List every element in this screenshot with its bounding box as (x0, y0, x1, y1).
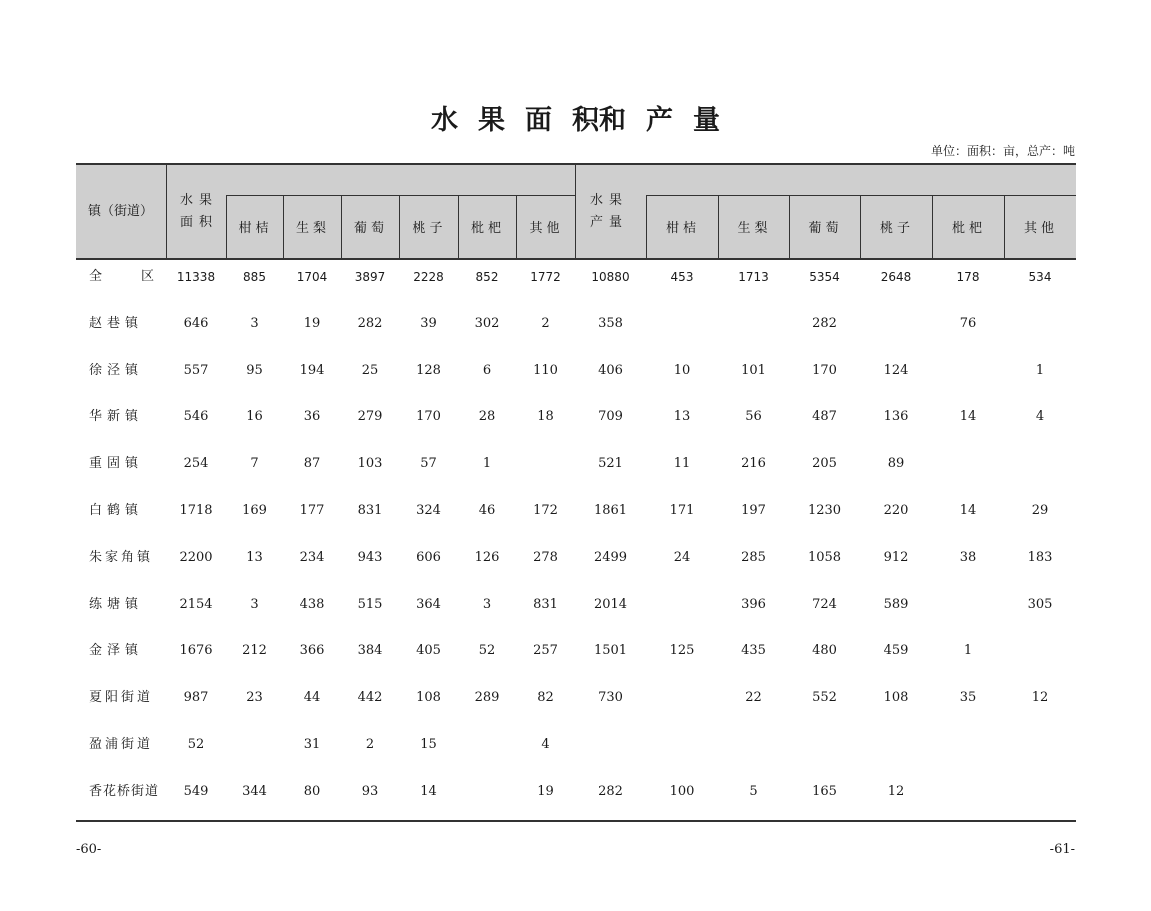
table-cell: 10880 (591, 270, 630, 284)
table-cell: 285 (741, 549, 766, 565)
table-cell: 2014 (593, 596, 628, 612)
table-row (76, 780, 1076, 804)
header-area-6: 其他 (516, 195, 576, 258)
table-cell (1004, 639, 1076, 663)
table-cell: 95 (246, 362, 263, 378)
table-cell: 552 (812, 690, 837, 706)
header-output-6: 其他 (1004, 195, 1077, 258)
table-cell: 3897 (354, 270, 386, 284)
table-cell: 852 (475, 270, 499, 284)
header-output-3: 葡萄 (789, 195, 861, 258)
table-cell: 23 (246, 690, 263, 706)
table-cell: 282 (598, 783, 623, 799)
table-cell: 730 (598, 690, 623, 706)
table-cell: 220 (883, 503, 909, 518)
table-cell: 987 (183, 690, 209, 706)
header-output-total (590, 165, 646, 258)
table-cell: 5 (749, 783, 758, 799)
table-cell: 101 (741, 362, 766, 378)
table-cell: 56 (745, 409, 762, 425)
table-cell (932, 593, 1004, 617)
table-cell: 534 (1028, 270, 1052, 284)
table-cell: 136 (883, 409, 909, 425)
table-cell: 1772 (530, 270, 561, 284)
header-area-4: 桃子 (399, 195, 459, 258)
header-area-total-line: 水果 (180, 192, 219, 208)
header-output-5: 枇杷 (932, 195, 1005, 258)
table-row (76, 405, 1076, 429)
table-cell: 709 (598, 409, 623, 425)
row-name: 白鹤镇 (89, 503, 144, 518)
table-cell: 2648 (880, 270, 912, 284)
table-cell: 38 (959, 549, 977, 565)
table-cell (1004, 312, 1076, 336)
table-cell: 2200 (179, 549, 213, 565)
table-cell: 1704 (296, 270, 328, 284)
table-row (76, 733, 1076, 757)
page-number-left: -60- (76, 842, 102, 857)
table-cell: 549 (183, 783, 209, 799)
table-cell: 1230 (807, 503, 842, 518)
header-divider (575, 165, 576, 258)
table-cell: 178 (956, 270, 980, 284)
unit-note: 单位：面积：亩，总产：吨 (930, 144, 1075, 158)
header-output-total-line: 产量 (590, 214, 629, 230)
table-cell: 36 (303, 409, 321, 425)
table-row (76, 593, 1076, 617)
title-char: 水 (431, 105, 458, 136)
table-cell: 384 (357, 643, 383, 659)
table-cell: 521 (598, 456, 623, 472)
header-divider (166, 165, 167, 258)
table-cell: 289 (474, 690, 500, 706)
table-cell: 480 (812, 643, 837, 659)
table-cell (226, 733, 283, 757)
table-cell: 438 (299, 596, 325, 612)
table-cell: 3 (250, 596, 259, 612)
table-cell (646, 733, 718, 757)
table-cell (860, 733, 932, 757)
table-cell: 44 (303, 690, 321, 706)
header-area-1: 柑桔 (226, 195, 284, 258)
header-output-1: 柑桔 (646, 195, 719, 258)
table-cell: 13 (673, 409, 691, 425)
table-cell: 1718 (179, 503, 213, 518)
header-area-5: 枇杷 (458, 195, 517, 258)
table-cell: 124 (883, 362, 909, 378)
table-cell: 2 (541, 315, 550, 331)
table-cell: 57 (420, 456, 437, 472)
table-cell: 93 (361, 783, 379, 799)
table-cell (646, 686, 718, 710)
table-cell: 12 (1031, 690, 1049, 706)
table-cell: 29 (1031, 503, 1049, 518)
table-cell: 28 (478, 409, 496, 425)
table-cell: 172 (533, 503, 558, 518)
table-cell: 76 (959, 315, 977, 331)
table-cell: 396 (741, 596, 766, 612)
row-name: 朱家角镇 (89, 549, 154, 565)
table-cell: 108 (883, 690, 909, 706)
table-cell: 1861 (593, 503, 628, 518)
table-cell: 52 (478, 643, 496, 659)
table-cell: 646 (183, 315, 209, 331)
table-row (76, 452, 1076, 476)
table-cell: 305 (1027, 596, 1053, 612)
table-cell: 52 (187, 737, 205, 752)
table-cell: 10 (673, 362, 691, 378)
table-cell: 364 (416, 596, 441, 612)
table-cell (932, 359, 1004, 383)
table-cell: 11338 (176, 270, 216, 284)
table-row (76, 639, 1076, 663)
table-cell (646, 593, 718, 617)
table-cell: 80 (303, 783, 321, 799)
header-area-2: 生梨 (283, 195, 342, 258)
table-cell: 14 (959, 503, 977, 518)
table-cell: 169 (242, 503, 267, 518)
table-cell: 31 (303, 737, 321, 752)
table-cell: 4 (1035, 409, 1045, 425)
table-cell (458, 733, 516, 757)
table-cell: 89 (887, 456, 905, 472)
table-cell: 216 (741, 456, 766, 472)
table-cell: 194 (299, 362, 325, 378)
table-cell: 405 (416, 643, 441, 659)
table-cell: 282 (357, 315, 383, 331)
table-cell: 19 (537, 783, 554, 799)
table-cell: 14 (959, 409, 977, 425)
page-title (0, 98, 1151, 137)
table-cell: 170 (812, 362, 837, 378)
table-cell: 2 (365, 737, 375, 752)
table-cell (1004, 452, 1076, 476)
table-cell: 22 (745, 690, 762, 706)
header-area-3: 葡萄 (341, 195, 400, 258)
table-cell: 1 (1035, 362, 1045, 378)
table-row (76, 546, 1076, 570)
row-name: 全 区 (89, 269, 155, 284)
table-cell: 212 (242, 643, 267, 659)
table-cell (516, 452, 575, 476)
table-cell: 100 (669, 783, 695, 799)
table-cell: 25 (361, 362, 379, 378)
table-cell: 16 (246, 409, 263, 425)
table-cell: 3 (482, 596, 492, 612)
table-cell: 6 (482, 362, 492, 378)
title-char: 量 (693, 105, 720, 136)
table-cell (718, 733, 789, 757)
header-area-total-line: 面积 (180, 214, 219, 230)
table-cell: 278 (533, 549, 558, 565)
row-name: 金泽镇 (89, 643, 144, 659)
table-cell: 885 (243, 270, 266, 284)
table-cell: 344 (242, 783, 267, 799)
table-cell: 13 (246, 549, 263, 565)
header-output-total-line: 水果 (590, 192, 629, 208)
table-cell: 103 (357, 456, 383, 472)
table-cell (932, 452, 1004, 476)
row-name: 夏阳街道 (89, 690, 154, 706)
table-cell: 324 (416, 503, 441, 518)
table-cell: 1 (482, 456, 492, 472)
table-cell (789, 733, 860, 757)
table-cell (575, 733, 646, 757)
table-cell: 487 (812, 409, 837, 425)
table-cell: 1501 (593, 643, 628, 659)
table-cell: 15 (420, 737, 437, 752)
table-cell: 459 (883, 643, 909, 659)
table-cell: 912 (883, 549, 909, 565)
row-name: 赵巷镇 (89, 315, 144, 331)
table-cell (860, 312, 932, 336)
page-number-right: -61- (1049, 842, 1075, 857)
table-cell (932, 780, 1004, 804)
table-cell: 366 (299, 643, 325, 659)
table-cell: 4 (541, 737, 550, 752)
table-cell: 282 (812, 315, 837, 331)
table-row (76, 686, 1076, 710)
table-cell: 1 (963, 643, 973, 659)
table-cell: 1676 (179, 643, 213, 659)
table-cell: 453 (670, 270, 694, 284)
row-name: 香花桥街道 (89, 783, 160, 799)
table-cell: 724 (812, 596, 837, 612)
table-row (76, 359, 1076, 383)
table-cell: 943 (357, 549, 383, 565)
table-cell: 35 (959, 690, 977, 706)
table-cell: 183 (1027, 549, 1053, 565)
title-char: 和 (599, 105, 626, 136)
row-name: 徐泾镇 (89, 362, 144, 378)
table-cell: 126 (474, 549, 500, 565)
table-cell: 234 (299, 549, 325, 565)
table-cell: 606 (416, 549, 441, 565)
table-cell: 125 (669, 643, 695, 659)
table-cell: 19 (303, 315, 321, 331)
table-cell: 2154 (179, 596, 213, 612)
table-cell: 831 (533, 596, 558, 612)
table-row (76, 499, 1076, 523)
fruit-table (76, 163, 1076, 822)
table-cell: 1713 (738, 270, 769, 284)
table-cell: 279 (357, 409, 383, 425)
table-cell: 82 (537, 690, 554, 706)
table-cell: 435 (741, 643, 766, 659)
table-cell: 302 (474, 315, 500, 331)
table-cell: 165 (812, 783, 837, 799)
row-name: 重固镇 (89, 456, 144, 472)
table-cell: 2228 (413, 270, 444, 284)
title-char: 产 (646, 105, 673, 136)
table-cell: 7 (250, 456, 259, 472)
title-char: 积 (572, 105, 599, 136)
table-cell: 589 (883, 596, 909, 612)
title-char: 果 (478, 105, 505, 136)
table-cell: 254 (183, 456, 209, 472)
title-char: 面 (525, 105, 552, 136)
table-cell (718, 312, 789, 336)
table-cell: 5354 (809, 270, 840, 284)
table-cell: 170 (416, 409, 441, 425)
header-region: 镇（街道） (88, 203, 154, 219)
table-cell: 197 (741, 503, 766, 518)
table-row-total (76, 265, 1076, 289)
table-cell: 831 (357, 503, 383, 518)
table-cell: 128 (416, 362, 441, 378)
table-cell: 177 (299, 503, 325, 518)
row-name: 练塘镇 (89, 596, 144, 612)
table-cell: 406 (598, 362, 623, 378)
header-output-4: 桃子 (860, 195, 933, 258)
table-cell (458, 780, 516, 804)
row-name: 盈浦街道 (89, 737, 154, 752)
table-cell: 18 (537, 409, 554, 425)
table-cell: 171 (669, 503, 695, 518)
table-cell: 110 (533, 362, 558, 378)
table-body (76, 260, 1076, 822)
table-cell (646, 312, 718, 336)
header-area-total (180, 165, 230, 258)
table-cell: 442 (357, 690, 383, 706)
table-cell: 87 (303, 456, 321, 472)
table-cell: 257 (533, 643, 558, 659)
table-cell: 2499 (593, 549, 628, 565)
table-cell (1004, 780, 1076, 804)
row-name: 华新镇 (89, 409, 144, 425)
table-header (76, 165, 1076, 260)
table-cell: 358 (598, 315, 623, 331)
table-cell: 14 (420, 783, 437, 799)
table-cell: 205 (812, 456, 837, 472)
table-cell: 515 (357, 596, 383, 612)
table-cell: 557 (183, 362, 209, 378)
header-output-2: 生梨 (718, 195, 790, 258)
table-cell: 546 (183, 409, 209, 425)
table-cell: 108 (416, 690, 441, 706)
table-cell: 1058 (807, 549, 842, 565)
table-cell: 24 (673, 549, 691, 565)
table-row (76, 312, 1076, 336)
table-cell: 11 (673, 456, 691, 472)
table-cell (932, 733, 1004, 757)
table-cell: 3 (250, 315, 259, 331)
table-cell: 46 (478, 503, 496, 518)
table-cell (1004, 733, 1076, 757)
table-cell: 12 (887, 783, 905, 799)
table-cell: 39 (420, 315, 437, 331)
